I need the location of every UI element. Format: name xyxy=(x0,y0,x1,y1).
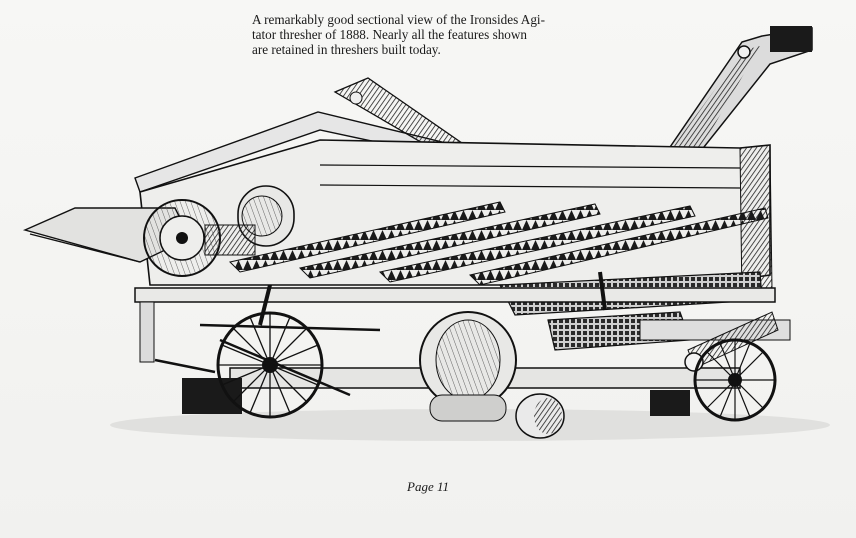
caption-line: A remarkably good sectional view of the Ironsides Agi- xyxy=(252,12,545,27)
stacker-elevator xyxy=(668,26,812,152)
page-number: Page 11 xyxy=(407,479,449,494)
rear-wheel xyxy=(695,340,775,420)
caption-line: tator thresher of 1888. Nearly all the features shown xyxy=(252,27,528,42)
caption-line: are retained in threshers built today. xyxy=(252,42,441,57)
